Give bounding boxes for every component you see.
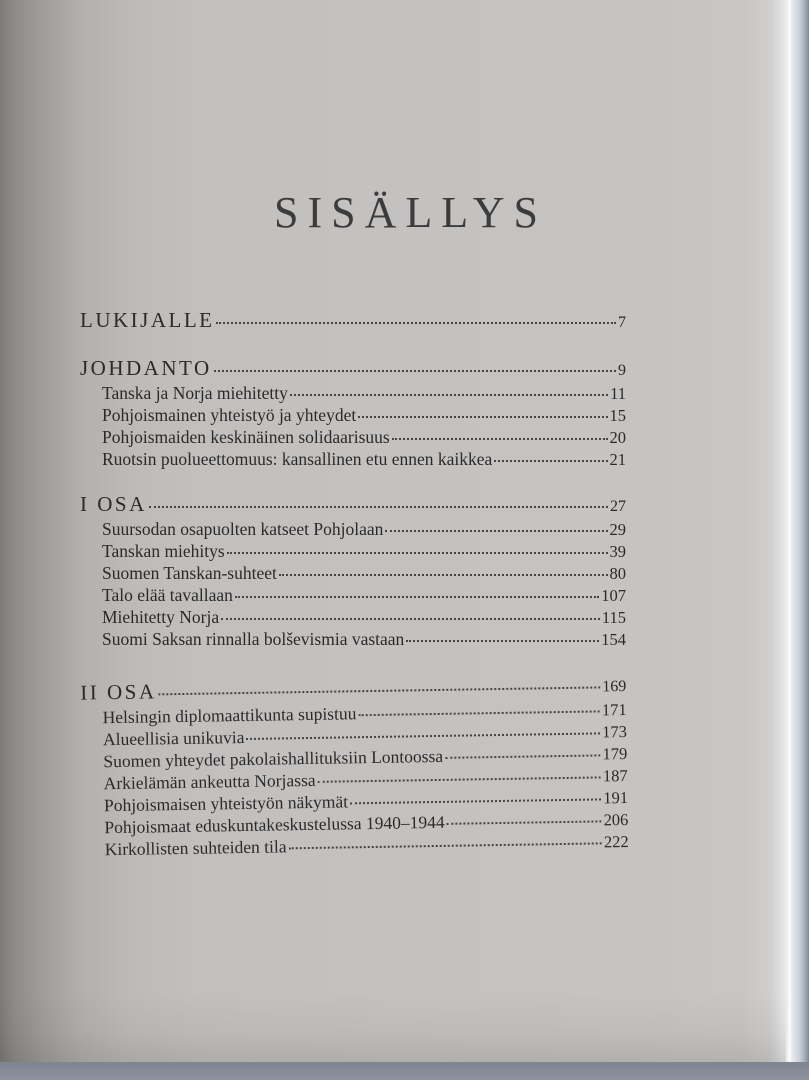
page-number: 21 <box>609 449 626 469</box>
entry-title: Kirkollisten suhteiden tila <box>104 835 287 859</box>
entry-title: Alueellisia unikuvia <box>102 726 245 749</box>
dot-leader <box>221 605 600 623</box>
entry-title: Suomi Saksan rinnalla bolševismia vastaan <box>102 628 405 649</box>
toc-chapter-entry <box>80 561 626 583</box>
dot-leader <box>290 381 608 399</box>
entry-title: Suomen yhteydet pakolaishallituksiin Lontoossa <box>103 745 444 771</box>
dot-leader <box>214 354 616 375</box>
toc-part-entry <box>80 490 626 517</box>
page-number: 154 <box>601 629 626 649</box>
page-number: 27 <box>610 498 626 515</box>
dot-leader <box>358 403 607 421</box>
page-number: 7 <box>618 314 626 331</box>
toc-chapter-entry <box>80 403 626 425</box>
toc-chapter-entry <box>80 583 626 605</box>
toc-chapter-entry <box>80 447 626 469</box>
entry-title: I OSA <box>80 492 147 516</box>
page-number: 187 <box>602 765 628 785</box>
entry-title: Suursodan osapuolten katseet Pohjolaan <box>102 518 384 539</box>
page-number: 9 <box>618 362 626 379</box>
page-number: 39 <box>609 541 626 561</box>
dot-leader <box>494 447 607 465</box>
dot-leader <box>350 785 601 806</box>
dot-leader <box>317 763 601 785</box>
entry-title: II OSA <box>80 679 157 705</box>
page-number: 11 <box>610 383 626 403</box>
page-edge <box>786 0 809 1080</box>
page-number: 20 <box>609 427 626 447</box>
page-number: 206 <box>603 809 629 829</box>
toc-chapter-entry <box>80 627 626 649</box>
toc-section <box>80 354 626 469</box>
toc-chapter-entry <box>80 605 626 627</box>
entry-title: JOHDANTO <box>80 356 212 380</box>
entry-title: Helsingin diplomaattikunta supistuu <box>102 702 357 727</box>
page-number: 173 <box>602 721 628 741</box>
dot-leader <box>216 306 616 327</box>
entry-title: Arkielämän ankeutta Norjassa <box>103 769 316 793</box>
entry-title: Miehitetty Norja <box>102 606 220 627</box>
dot-leader <box>227 539 608 557</box>
toc-chapter-entry <box>80 381 626 403</box>
dot-leader <box>406 627 599 645</box>
entry-title: Pohjoismaat eduskuntakeskustelussa 1940–1944 <box>104 811 445 837</box>
toc-part-entry <box>80 306 626 333</box>
toc-section <box>80 306 626 333</box>
page-title: SISÄLLYS <box>274 188 547 238</box>
entry-title: Pohjoismainen yhteistyö ja yhteydet <box>102 404 357 425</box>
entry-title: Ruotsin puolueettomuus: kansallinen etu ennen kaikkea <box>102 448 493 469</box>
entry-title: Tanskan miehitys <box>102 540 225 561</box>
toc-chapter-entry <box>80 425 626 447</box>
page-number: 80 <box>609 563 626 583</box>
entry-title: Tanska ja Norja miehitetty <box>102 382 288 403</box>
table-of-contents <box>80 306 629 872</box>
entry-title: LUKIJALLE <box>80 308 215 332</box>
dot-leader <box>158 670 600 698</box>
page-number: 15 <box>609 405 626 425</box>
dot-leader <box>358 697 600 718</box>
dot-leader <box>149 490 608 511</box>
toc-section <box>80 670 629 860</box>
page-number: 171 <box>601 699 627 719</box>
dot-leader <box>288 829 602 851</box>
entry-title: Pohjoismaiden keskinäinen solidaarisuus <box>102 426 390 447</box>
entry-title: Pohjoismaisen yhteistyön näkymät <box>103 790 349 815</box>
toc-chapter-entry <box>80 517 626 539</box>
dot-leader <box>446 807 601 827</box>
toc-chapter-entry <box>80 539 626 561</box>
dot-leader <box>445 741 601 761</box>
page-number: 179 <box>602 743 628 763</box>
dot-leader <box>235 583 599 601</box>
toc-section <box>80 490 626 649</box>
page-number: 222 <box>603 831 629 851</box>
page-number: 169 <box>602 677 627 696</box>
background-surface <box>0 1062 809 1080</box>
page-number: 29 <box>609 519 626 539</box>
page-number: 107 <box>601 585 626 605</box>
toc-part-entry <box>80 354 626 381</box>
page-number: 191 <box>603 787 629 807</box>
entry-title: Talo elää tavallaan <box>102 584 233 605</box>
dot-leader <box>392 425 608 443</box>
entry-title: Suomen Tanskan-suhteet <box>102 562 277 583</box>
dot-leader <box>385 517 607 535</box>
dot-leader <box>279 561 608 579</box>
page-number: 115 <box>601 607 626 627</box>
